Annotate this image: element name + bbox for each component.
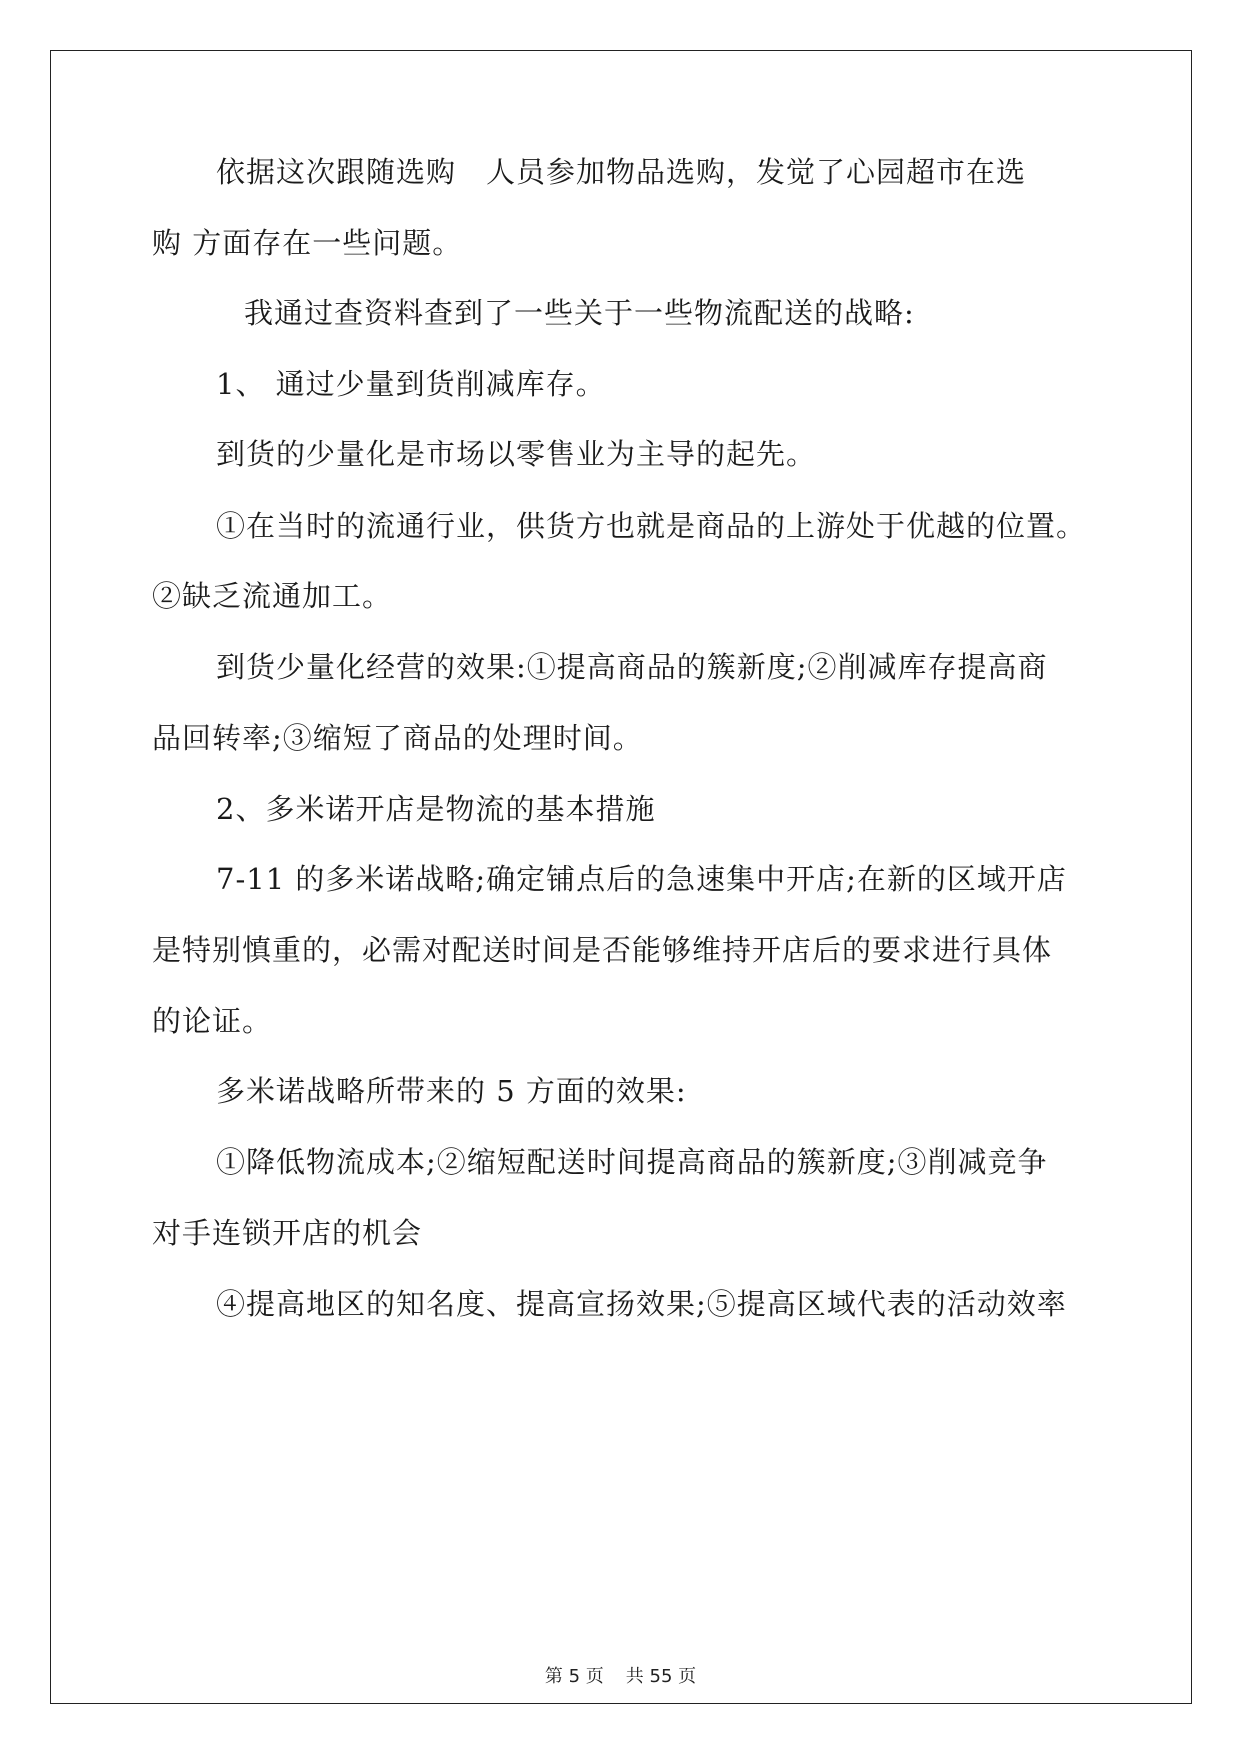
paragraph-9-line-3: 的论证。 (152, 1004, 273, 1038)
paragraph-1-line-1: 依据这次跟随选购 人员参加物品选购，发觉了心园超市在选 (216, 155, 1027, 189)
paragraph-1-line-2: 购 方面存在一些问题。 (152, 226, 463, 260)
paragraph-11-line-2: 对手连锁开店的机会 (152, 1216, 423, 1250)
paragraph-8: 2、多米诺开店是物流的基本措施 (216, 792, 656, 826)
paragraph-3: 1、 通过少量到货削减库存。 (216, 367, 606, 401)
paragraph-9-line-2: 是特别慎重的，必需对配送时间是否能够维持开店后的要求进行具体 (152, 933, 1053, 967)
paragraph-11-line-1: ①降低物流成本;②缩短配送时间提高商品的簇新度;③削减竞争 (216, 1145, 1048, 1179)
paragraph-7-line-1: 到货少量化经营的效果:①提高商品的簇新度;②削减库存提高商 (216, 650, 1048, 684)
page-number: 第 5 页 (544, 1666, 604, 1687)
paragraph-10: 多米诺战略所带来的 5 方面的效果: (216, 1074, 687, 1108)
paragraph-4: 到货的少量化是市场以零售业为主导的起先。 (216, 437, 817, 471)
paragraph-5: ①在当时的流通行业，供货方也就是商品的上游处于优越的位置。 (216, 509, 1087, 543)
paragraph-6: ②缺乏流通加工。 (152, 579, 393, 613)
paragraph-12: ④提高地区的知名度、提高宣扬效果;⑤提高区域代表的活动效率 (216, 1287, 1067, 1321)
paragraph-7-line-2: 品回转率;③缩短了商品的处理时间。 (152, 721, 643, 755)
page-footer (0, 1662, 1241, 1688)
paragraph-2: 我通过查资料查到了一些关于一些物流配送的战略: (244, 296, 915, 330)
paragraph-9-line-1: 7-11 的多米诺战略;确定铺点后的急速集中开店;在新的区域开店 (216, 862, 1067, 896)
page-total: 共 55 页 (625, 1666, 697, 1687)
